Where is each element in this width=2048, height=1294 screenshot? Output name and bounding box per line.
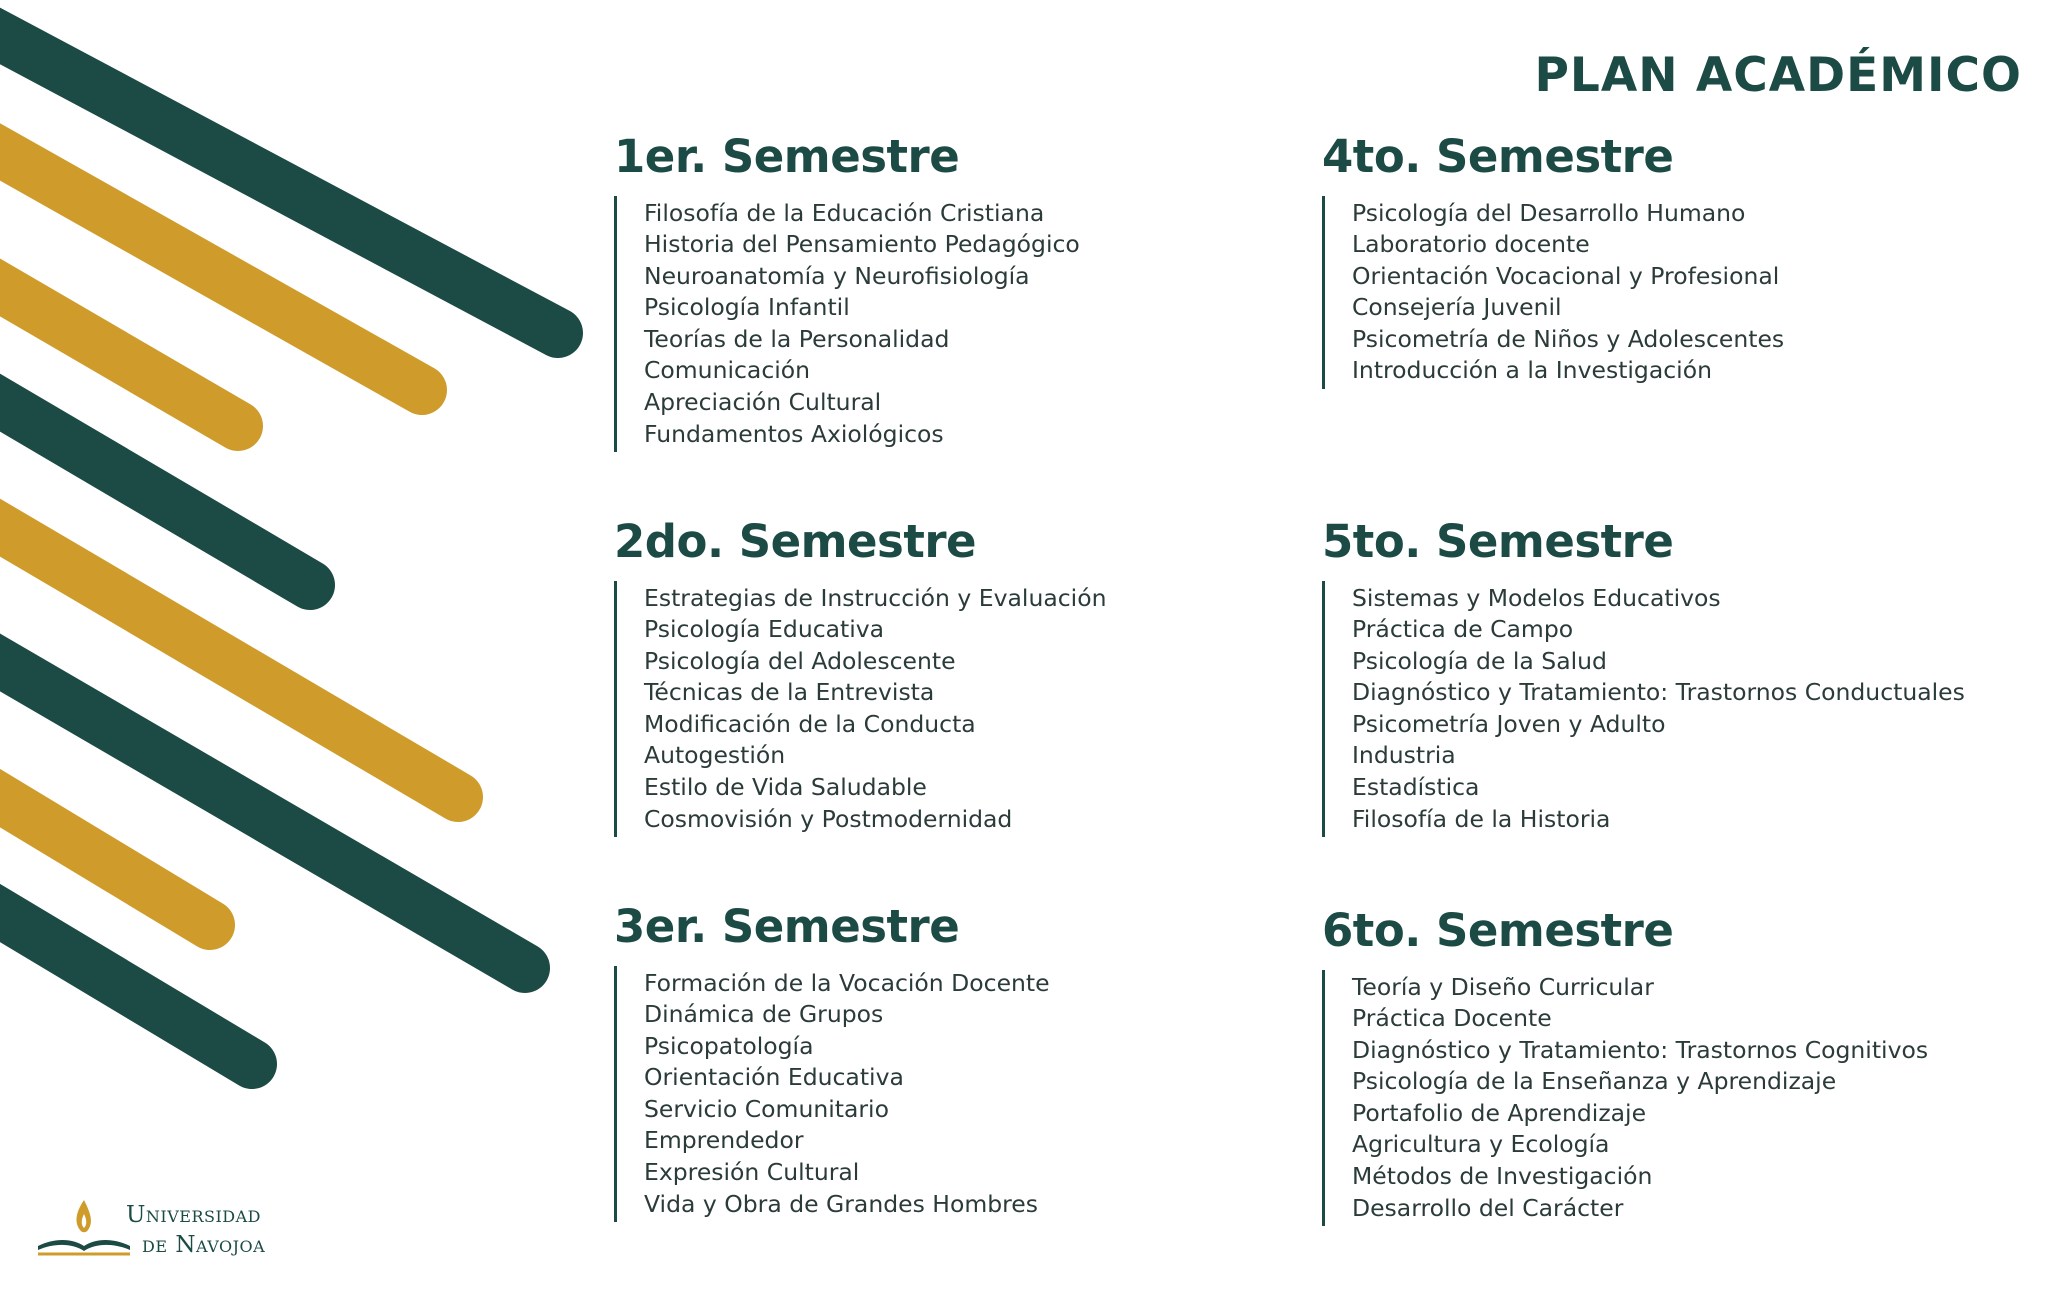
course-list [614, 196, 1080, 453]
university-name-line1: Universidad [126, 1202, 261, 1228]
semester-3 [614, 902, 1050, 1222]
course-item: Estrategias de Instrucción y Evaluación [644, 583, 1107, 612]
course-item: Formación de la Vocación Docente [644, 968, 1050, 997]
course-item: Industria [1352, 741, 1456, 770]
semester-title: 5to. Semestre [1322, 515, 1674, 568]
course-item: Apreciación Cultural [644, 388, 882, 417]
course-item: Práctica Docente [1352, 1004, 1552, 1033]
course-item: Psicometría de Niños y Adolescentes [1352, 324, 1785, 353]
course-item: Orientación Educativa [644, 1063, 904, 1092]
course-item: Teoría y Diseño Curricular [1352, 972, 1654, 1001]
course-item: Laboratorio docente [1352, 230, 1590, 259]
course-item: Estilo de Vida Saludable [644, 773, 927, 802]
course-list [1322, 581, 1965, 838]
semester-2 [614, 517, 1106, 837]
course-item: Psicología del Desarrollo Humano [1352, 198, 1746, 227]
semester-title: 4to. Semestre [1322, 130, 1674, 183]
university-name-line2: de Navojoa [142, 1232, 266, 1258]
university-logo [36, 1196, 306, 1266]
course-item: Autogestión [644, 741, 786, 770]
course-item: Psicología Infantil [644, 293, 850, 322]
flame-book-icon [36, 1196, 132, 1260]
course-item: Historia del Pensamiento Pedagógico [644, 230, 1080, 259]
course-item: Técnicas de la Entrevista [644, 678, 935, 707]
course-item: Métodos de Investigación [1352, 1162, 1653, 1191]
course-item: Psicometría Joven y Adulto [1352, 709, 1666, 738]
course-item: Filosofía de la Educación Cristiana [644, 198, 1045, 227]
semester-6 [1322, 906, 1928, 1226]
course-list [614, 966, 1050, 1223]
course-item: Cosmovisión y Postmodernidad [644, 804, 1013, 833]
course-list [614, 581, 1106, 838]
semester-5 [1322, 517, 1965, 837]
course-item: Portafolio de Aprendizaje [1352, 1098, 1647, 1127]
course-item: Psicología Educativa [644, 615, 885, 644]
decorative-stripes [0, 0, 600, 1294]
semester-title: 2do. Semestre [614, 515, 977, 568]
course-item: Desarrollo del Carácter [1352, 1193, 1624, 1222]
course-item: Introducción a la Investigación [1352, 356, 1712, 385]
course-list [1322, 970, 1928, 1227]
course-item: Agricultura y Ecología [1352, 1130, 1610, 1159]
course-item: Neuroanatomía y Neurofisiología [644, 261, 1030, 290]
semester-4 [1322, 132, 1784, 389]
course-item: Dinámica de Grupos [644, 1000, 884, 1029]
course-item: Práctica de Campo [1352, 615, 1574, 644]
course-item: Diagnóstico y Tratamiento: Trastornos Conductuales [1352, 678, 1965, 707]
course-item: Psicopatología [644, 1031, 814, 1060]
course-item: Estadística [1352, 773, 1480, 802]
course-item: Sistemas y Modelos Educativos [1352, 583, 1721, 612]
course-item: Consejería Juvenil [1352, 293, 1562, 322]
course-item: Comunicación [644, 356, 811, 385]
semester-title: 3er. Semestre [614, 900, 960, 953]
course-item: Expresión Cultural [644, 1158, 860, 1187]
course-item: Filosofía de la Historia [1352, 804, 1611, 833]
semester-title: 6to. Semestre [1322, 904, 1674, 957]
semester-1 [614, 132, 1080, 452]
course-item: Emprendedor [644, 1126, 804, 1155]
course-item: Teorías de la Personalidad [644, 324, 950, 353]
course-item: Psicología de la Enseñanza y Aprendizaje [1352, 1067, 1837, 1096]
course-item: Modificación de la Conducta [644, 709, 976, 738]
course-item: Diagnóstico y Tratamiento: Trastornos Cognitivos [1352, 1035, 1929, 1064]
course-item: Orientación Vocacional y Profesional [1352, 261, 1780, 290]
course-item: Servicio Comunitario [644, 1094, 889, 1123]
course-item: Psicología de la Salud [1352, 646, 1607, 675]
university-name [126, 1200, 265, 1260]
course-item: Psicología del Adolescente [644, 646, 956, 675]
course-list [1322, 196, 1784, 390]
page-title: PLAN ACADÉMICO [1534, 48, 2022, 103]
semester-title: 1er. Semestre [614, 130, 960, 183]
course-item: Fundamentos Axiológicos [644, 419, 944, 448]
course-item: Vida y Obra de Grandes Hombres [644, 1189, 1039, 1218]
